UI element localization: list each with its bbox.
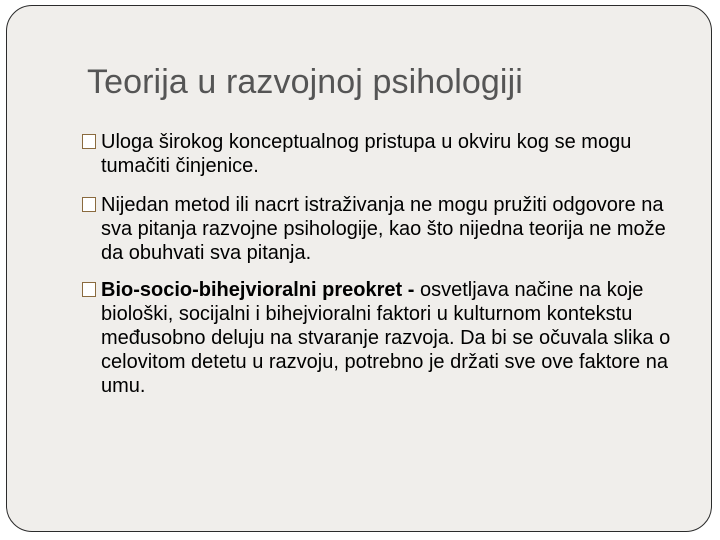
square-bullet-icon [82, 282, 96, 297]
bullet-text: Uloga širokog konceptualnog pristupa u okviru kog se mogu tumačiti činjenice. [101, 131, 632, 177]
bullet-list [82, 130, 682, 423]
bullet-item [82, 278, 682, 398]
bullet-item [82, 130, 682, 178]
bullet-bold-term: Bio-socio-bihejvioralni preokret - [101, 279, 415, 301]
bullet-text: osvetljava načine na koje biološki, socijalni i bihejvioralni faktori u kulturnom kontekstu međusobno deluju na stvaranje razvoja. Da bi se očuvala slika o celovitom detetu u razvoju, potrebno je držati sve ove faktore na umu. [101, 279, 671, 397]
bullet-item [82, 193, 682, 265]
bullet-text: Nijedan metod ili nacrt istraživanja ne mogu pružiti odgovore na sva pitanja razvojne psihologije, kao što nijedna teorija ne može da obuhvati sva pitanja. [101, 194, 666, 264]
square-bullet-icon [82, 197, 96, 212]
slide-title: Teorija u razvojnoj psihologiji [87, 63, 523, 101]
square-bullet-icon [82, 134, 96, 149]
